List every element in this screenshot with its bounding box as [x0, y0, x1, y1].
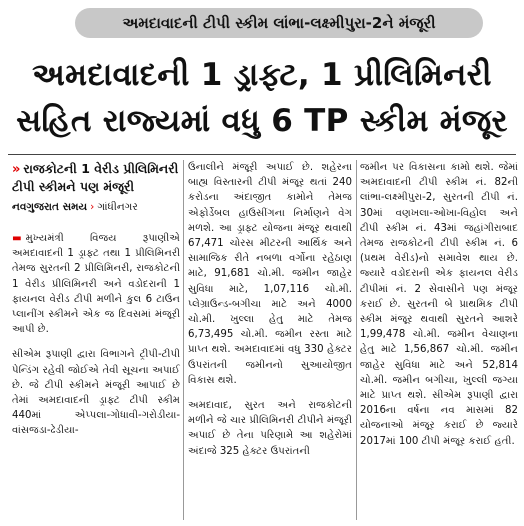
paragraph-marker-icon: ▬ — [12, 233, 22, 244]
byline-arrow-icon: › — [90, 201, 95, 213]
article-paragraph: જમીન પર વિકાસના કામો થશે. જેમાં અમદાવાદની ટીપી સ્કીમ નં. 82ની લાંભા-લક્ષ્મીપુરા-2, સુરતની ટીપી નં. 30માં વણખલા-ઓખા-વિહોલ અને ટીપી સ્કીમ નં. 43માં જહાંગીરાબાદ તેમજ રાજકોટની ટીપી સ્કીમ નં. 6 (પ્રથમ વેરીડ)નો સમાવેશ થાય છે. જ્યારે વડોદરાની એક ફાયનલ વેરીડ ટીપીમાં નં. 2 સેવાસીને પણ મંજૂર કરાઈ છે. સુરતની બે પ્રાથમિક ટીપી સ્કીમ મંજૂર થવાથી સુરતને આશરે 1,99,478 ચો.મી. જમીન વેચાણના હેતુ માટે 1,56,867 ચો.મી. જમીન જાહેર સુવિધા માટે અને 52,814 ચો.મી. જમીન બગીચા, ખુલ્લી જગ્યા માટે પ્રાપ્ત થશે. સીએમ રૂપાણી દ્વારા 2016ના વર્ષના નવ માસમાં 82 યોજનાઓ મંજૂર કરાઈ છે જ્યારે 2017માં 100 ટીપી મંજૂર કરાઈ હતી. — [360, 162, 518, 447]
kicker-text: અમદાવાદની ટીપી સ્કીમ લાંભા-લક્ષ્મીપુરા-2ને મંજૂરી — [122, 14, 436, 32]
article-paragraph: અમદાવાદ, સુરત અને રાજકોટની મળીને જે ચાર પ્રીલિમિનરી ટીપીને મંજૂરી અપાઈ છે તેના પરિણામે આ શહેરોમાં અંદાજે 325 હેક્ટર ઉપરાંતની — [188, 400, 352, 457]
headline-rule — [8, 154, 516, 155]
kicker-banner — [75, 8, 483, 38]
byline-source: નવગુજરાત સમય — [12, 201, 88, 213]
column-divider — [183, 160, 184, 520]
column-2 — [188, 160, 352, 469]
column-3 — [360, 160, 518, 459]
article-paragraph — [12, 231, 180, 337]
headline — [8, 52, 516, 144]
headline-line-1: અમદાવાદની 1 ડ્રાફ્ટ, 1 પ્રીલિમિનરી — [32, 57, 492, 93]
byline — [12, 199, 180, 215]
article-paragraph: ઉનાલીને મંજૂરી અપાઈ છે. શહેરના બાહ્ય વિસ્તારની ટીપી મંજૂર થતાં 240 કરોડના અંદાજીત કામોને તેમજ એફોર્ડેબલ હાઉસીંગના નિર્માણને વેગ મળશે. આ ડ્રાફ્ટ યોજના મંજૂર થવાથી 67,471 ચોરસ મીટરની આર્થિક અને સામાજિક રીતે નબળા વર્ગોના રહેઠાણ માટે, 91,681 ચો.મી. જમીન જાહેર સુવિધા માટે, 1,07,116 ચો.મી. પ્લેગ્રાઉન્ડ-બગીચા માટે અને 4000 ચો.મી. ખુલ્લા હેતુ માટે તેમજ 6,73,495 ચો.મી. જમીન રસ્તા માટે પ્રાપ્ત થશે. અમદાવાદમાં વધુ 330 હેક્ટર ઉપરાંતની જમીનનો સુઆયોજીત વિકાસ થશે. — [188, 162, 352, 386]
article-paragraph: સીએમ રૂપાણી દ્વારા વિભાગને ટ્રીપી-ટીપી પેન્ડિંગ રહેવી જોઈએ તેવી સૂચના અપાઈ છે. જે ટીપી સ્કીમને મંજૂરી આપાઈ છે તેમાં અમદાવાદની ડ્રાફ્ટ ટીપી સ્કીમ 440માં એપ્પલા-ગોધાવી-ગરોડીયા-વાંસજડા-ઢેડીયા- — [12, 349, 180, 437]
article-paragraph-text: મુખ્યમંત્રી વિજય રૂપાણીએ અમદાવાદની 1 ડ્રાફ્ટ તથા 1 પ્રીલિમિનરી તેમજ સુરતની 2 પ્રીલિમિનરી, રાજકોટની 1 વેરીડ પ્રીલિમિનરી અને વડોદરાની 1 ફાયનલ વેરીડ ટીપી મળીને કુલ 6 ટાઉન પ્લાનીંગ સ્કીમને એક જ દિવસમાં મંજૂરી આપી છે. — [12, 233, 180, 336]
column-1 — [12, 160, 180, 449]
byline-place: ગાંધીનગર — [97, 201, 138, 213]
subhead-marker-icon: » — [12, 162, 21, 177]
headline-line-2: સહિત રાજ્યમાં વધુ 6 TP સ્કીમ મંજૂર — [16, 103, 508, 139]
top-band — [0, 0, 524, 50]
column-divider — [356, 160, 357, 520]
subhead-text: રાજકોટની 1 વેરીડ પ્રીલિમિનરી ટીપી સ્કીમને પણ મંજૂરી — [12, 161, 179, 194]
subhead — [12, 160, 180, 195]
